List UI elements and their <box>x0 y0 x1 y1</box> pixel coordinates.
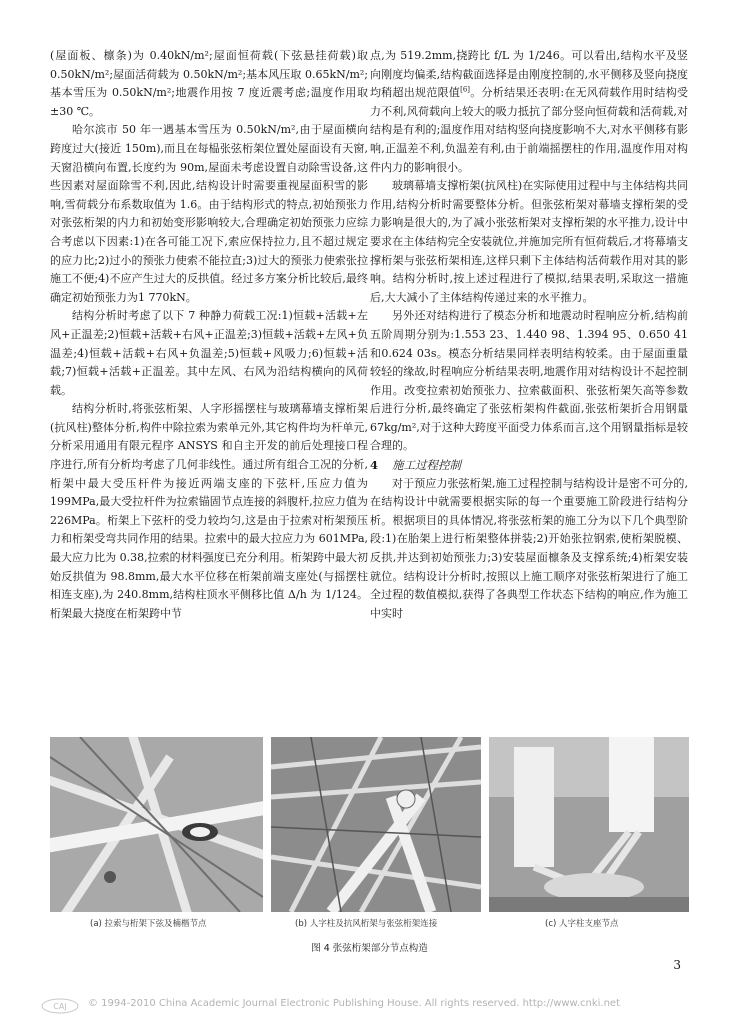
paragraph-load-cases: 结构分析时考虑了以下 7 种静力荷载工况:1)恒载+活载+左风+正温差;2)恒载+活载+右风+正温差;3)恒载+活载+左风+负温差;4)恒载+活载+右风+负温差;5)恒载+风吸力;6)恒载+活载;7)恒载+活载+正温差。其中左风、右风为沿结构横向的风荷载。 <box>50 309 368 397</box>
paragraph-curtain-wall: 玻璃幕墙支撑桁架(抗风柱)在实际使用过程中与主体结构共同作用,结构分析时需要整体分析。但张弦桁架对幕墙支撑桁架的受力影响是很大的,为了减小张弦桁架对支撑桁架的水平推力,设计中要求在主体结构完全安装就位,并施加完所有恒荷载后,才将幕墙支撑桁架与张弦桁架相连,这样只剩下主体结构活荷载作用对其的影响。结构分析时,按上述过程进行了模拟,结果表明,采取这一措施后,大大减小了主体结构传递过来的水平推力。 <box>370 179 688 304</box>
reference-mark: [6] <box>460 85 471 94</box>
paragraph-snow-load: 哈尔滨市 50 年一遇基本雪压为 0.50kN/m²,由于屋面横向跨度过大(接近 150m),而且在每榀张弦桁架位置处屋面设有天窗,天窗沿横向布置,长度约为 90m,屋面未考虑设置自动除雪设备,这些因素对屋面除雪不利,因此,结构设计时需要重视屋面积雪的影响,雪荷载分布系数取值为 1.6。由于结构形式的特点,初始预张力对张弦桁架的内力和初始变形影响较大,合理确定初始预张力应综合考虑以下因素:1)在各可能工况下,索应保持拉力,且不超过规定的应力比;2)过小的预张力使索不能拉直;3)过大的预张力使索张拉施工不便;4)不应产生过大的反拱值。经过多方案分析比较后,最终确定初始预张力为1 770kN。 <box>50 123 368 304</box>
copyright-text: © 1994-2010 China Academic Journal Electronic Publishing House. All rights reserved. http://www.cnki.net <box>88 998 620 1009</box>
subcaption-a: (a) 拉索与桁架下弦及楠楷节点 <box>90 919 207 929</box>
photo-cable-joint <box>50 737 263 912</box>
figure-4 <box>50 737 689 932</box>
photo-column-connection <box>271 737 481 912</box>
paragraph-stiffness-text: 点,为 519.2mm,挠跨比 f/L 为 1/246。可以看出,结构水平及竖向刚度均偏柔,结构截面选择是由刚度控制的,水平侧移及竖向挠度均稍超出规范限值 <box>370 49 688 100</box>
subcaption-c: (c) 人字柱支座节点 <box>545 919 619 929</box>
photo-column-support <box>489 737 689 912</box>
right-column <box>370 47 688 623</box>
section-title: 施工过程控制 <box>392 458 462 473</box>
svg-text:CAJ: CAJ <box>53 1002 67 1011</box>
photo-column-connection-image <box>271 737 481 912</box>
figure-caption: 图 4 张弦桁架部分节点构造 <box>311 943 428 954</box>
paragraph-load-values: (屋面板、檩条)为 0.40kN/m²;屋面恒荷载(下弦悬挂荷载)取 0.50kN/m²;屋面活荷载为 0.50kN/m²;基本风压取 0.65kN/m²;基本雪压为 0.50kN/m²;地震作用按 7 度近震考虑;温度作用取 ±30 ℃。 <box>50 49 368 118</box>
cnki-logo-icon <box>40 995 80 1015</box>
paragraph-stiffness <box>370 47 688 177</box>
paragraph-construction: 对于预应力张弦桁架,施工过程控制与结构设计是密不可分的,在结构设计中就需要根据实际的每一个重要施工阶段进行结构分析。根据项目的具体情况,将张弦桁架的施工分为以下几个典型阶段:1)在胎架上进行桁架整体拼装;2)开始张拉钢索,使桁架脱模、反拱,并达到初始预张力;3)安装屋面檩条及支撑系统;4)桁架安装就位。结构设计分析时,按照以上施工顺序对张弦桁架进行了施工全过程的数值模拟,获得了各典型工作状态下结构的响应,作为施工中实时 <box>370 476 688 620</box>
footer <box>0 995 739 1017</box>
left-column <box>50 47 368 623</box>
photo-cable-joint-image <box>50 737 263 912</box>
paragraph-modal-analysis: 另外还对结构进行了模态分析和地震动时程响应分析,结构前五阶周期分别为:1.553 23、1.440 98、1.394 95、0.650 41和0.624 03s。模态分析结果同样表明结构较柔。由于屋面重量较轻的缘故,时程响应分析结果表明,地震作用对结构设计不起控制作用。改变拉索初始预张力、拉索截面积、张弦桁架矢高等参数后进行分析,最终确定了张弦桁架构件截面,张弦桁架折合用钢量 67kg/m²,对于这种大跨度平面受力体系而言,这个用钢量指标是较合理的。 <box>370 309 688 453</box>
section-heading <box>370 456 688 475</box>
photo-column-support-image <box>489 737 689 912</box>
section-number: 4 <box>370 458 379 473</box>
subcaption-b: (b) 人字柱及抗风桁架与张弦桁架连接 <box>295 919 438 929</box>
paragraph-stiffness-text-cont: 。分析结果还表明:在无风荷载作用时结构受力不利,风荷载向上较大的吸力抵抗了部分竖向恒荷载和活荷载,对结构是有利的;温度作用对结构竖向挠度影响不大,对水平侧移有影响,正温差不利,负温差有利,由于前端摇摆柱的作用,温度作用对构件内力的影响很小。 <box>370 86 688 174</box>
page-number: 3 <box>673 958 681 972</box>
paragraph-structural-analysis: 结构分析时,将张弦桁架、人字形摇摆柱与玻璃幕墙支撑桁架(抗风柱)整体分析,构件中除拉索为索单元外,其它构件均为杆单元,分析采用通用有限元程序 ANSYS 和自主开发的前后处理接口程序进行,所有分析均考虑了几何非线性。通过所有组合工况的分析,桁架中最大受压杆件为接近两端支座的下弦杆,压应力值为 199MPa,最大受拉杆件为拉索锚固节点连接的斜腹杆,拉应力值为 226MPa。桁架上下弦杆的受力较均匀,这是由于拉索对桁架预压力和桁架受弯共同作用的结果。拉索中的最大拉应力为 601MPa,最大应力比为 0.38,拉索的材料强度已充分利用。桁架跨中最大初始反拱值为 98.8mm,最大水平位移在桁架前端支座处(与摇摆柱相连支座),为 240.8mm,结构柱顶水平侧移比值 Δ/h 为 1/124。桁架最大挠度在桁架跨中节 <box>50 402 368 620</box>
